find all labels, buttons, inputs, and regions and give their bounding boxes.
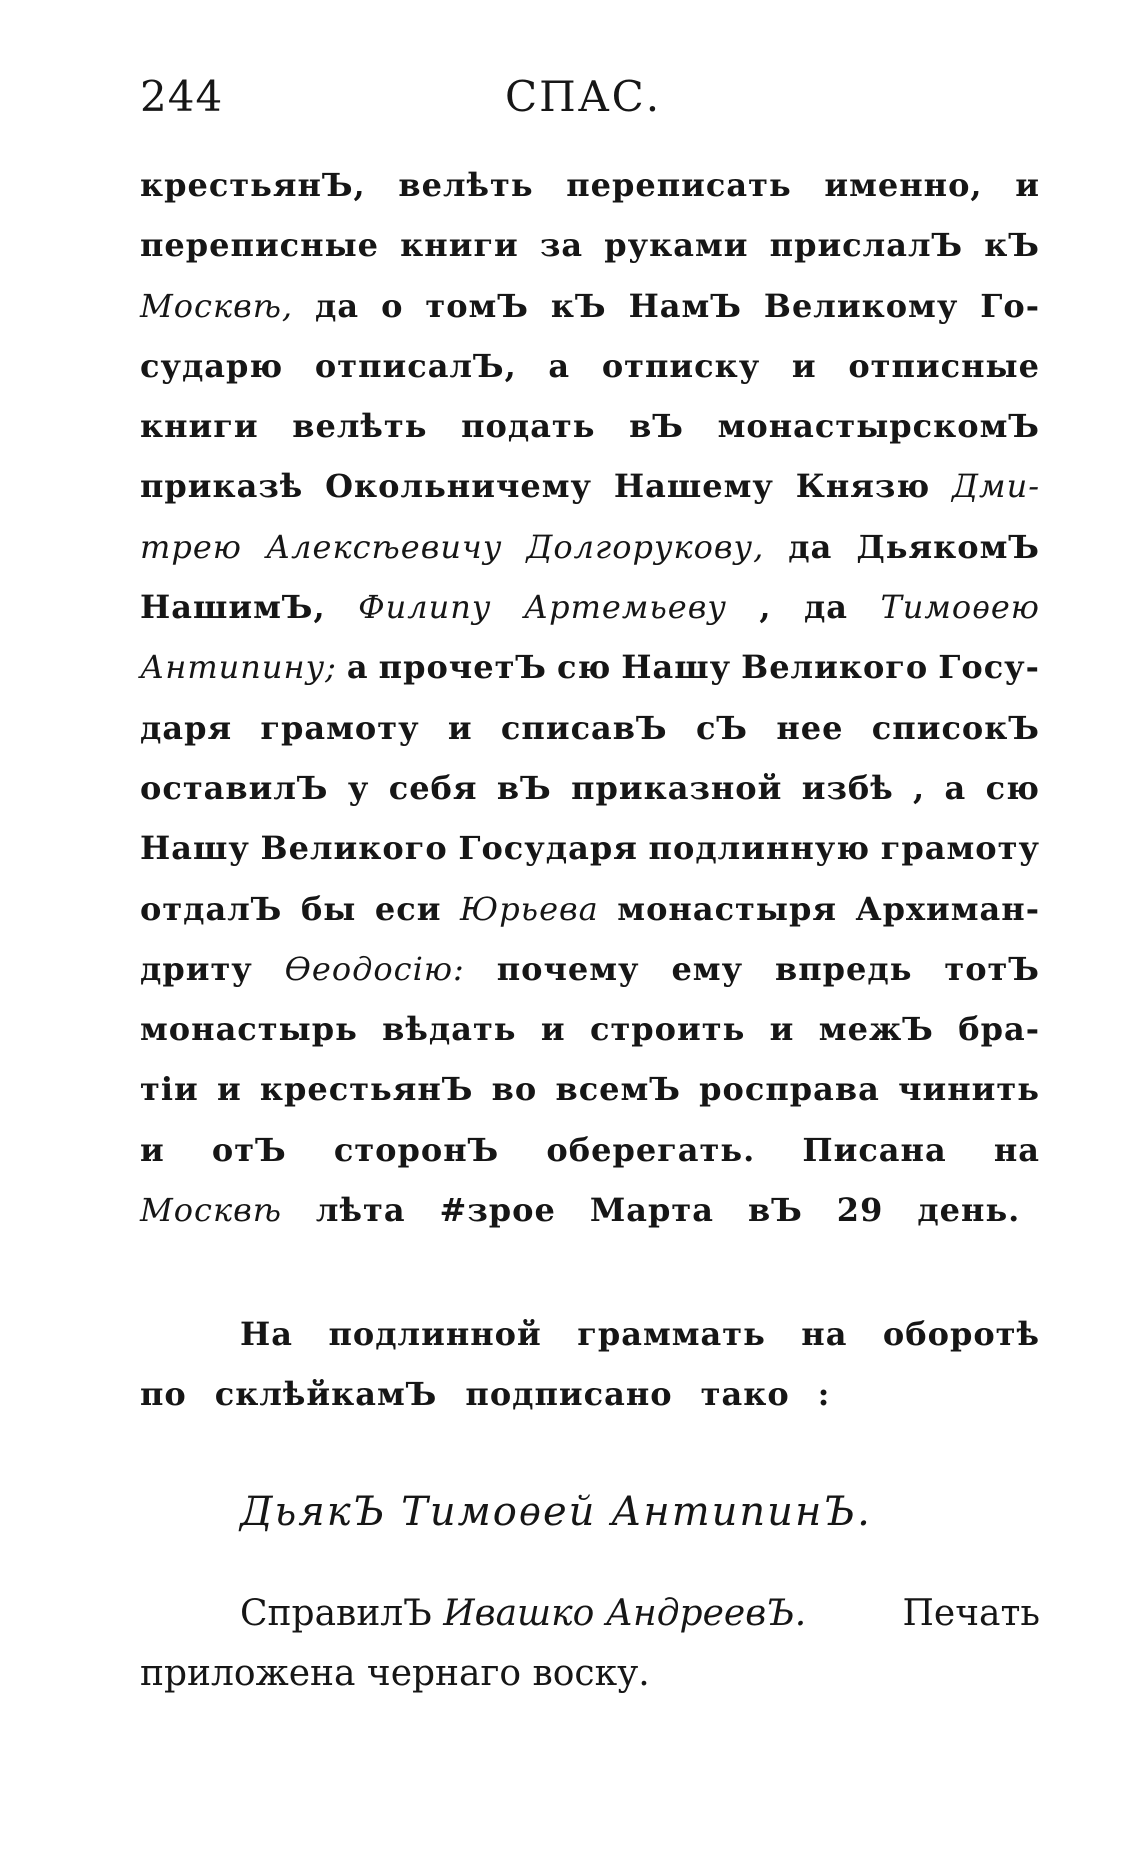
body-word: Великого <box>741 648 929 687</box>
body-word: вЪ <box>496 768 552 807</box>
body-word: монастыря <box>617 889 837 928</box>
body-line <box>140 226 1040 286</box>
note-word: тако <box>700 1375 790 1414</box>
note-word: На <box>240 1315 293 1354</box>
body-word: межЪ <box>818 1010 934 1049</box>
body-word: крестьянЪ, <box>140 166 366 204</box>
body-word: переписать <box>566 166 792 204</box>
note-word: на <box>801 1315 848 1354</box>
note-line-1 <box>140 1315 1040 1375</box>
body-line <box>140 166 1040 226</box>
body-word: списавЪ <box>500 708 668 747</box>
verify-name: Ивашко АндреевЪ. <box>443 1593 807 1635</box>
body-word: день. <box>917 1191 1021 1230</box>
body-word: о <box>381 286 404 325</box>
body-word: на <box>993 1130 1040 1169</box>
body-word: Писана <box>802 1130 947 1169</box>
body-word: строить <box>589 1010 746 1049</box>
note-word: : <box>817 1375 831 1414</box>
body-word: во <box>491 1070 538 1109</box>
body-word: сю <box>557 648 612 687</box>
body-word: отписалЪ, <box>314 346 517 385</box>
body-line <box>140 1191 1040 1251</box>
body-word: велѣть <box>292 407 428 446</box>
body-word: Архиман- <box>855 889 1040 928</box>
body-word: и <box>140 1130 165 1169</box>
body-word: и <box>216 1070 242 1109</box>
body-word: ДьякомЪ <box>856 527 1040 566</box>
body-word: а <box>548 346 571 385</box>
body-word: прочетЪ <box>378 648 547 687</box>
body-word: Великому <box>763 286 959 325</box>
body-word: и <box>1015 166 1040 204</box>
body-word: вЪ <box>747 1191 803 1230</box>
body-word: сЪ <box>695 708 749 747</box>
body-word: Тимоѳею <box>880 588 1040 627</box>
body-word: Госу- <box>938 648 1040 687</box>
body-word: и <box>540 1010 566 1049</box>
page-header <box>140 72 1040 132</box>
body-word: монастырь <box>140 1010 358 1049</box>
body-word: и <box>769 1010 795 1049</box>
body-word: прислалЪ <box>769 226 964 265</box>
body-word: Филипу <box>358 588 492 627</box>
body-word: переписные <box>140 226 380 265</box>
body-word: лѣта <box>315 1191 406 1230</box>
body-word: Государя <box>458 829 638 868</box>
body-word: чинить <box>898 1070 1040 1109</box>
body-word: Нашему <box>613 467 774 506</box>
body-word: и <box>447 708 473 747</box>
body-line <box>140 829 1040 889</box>
body-word: а <box>944 768 967 807</box>
body-word: , <box>759 588 772 627</box>
note-word: по <box>140 1375 187 1414</box>
body-word: ему <box>671 949 744 988</box>
body-word: а <box>346 648 369 687</box>
body-word: книги <box>140 407 259 446</box>
body-line <box>140 769 1040 829</box>
body-line <box>140 467 1040 527</box>
body-word: тіи <box>140 1070 199 1109</box>
body-word: отписку <box>601 346 761 385</box>
body-word: впредь <box>775 949 913 988</box>
body-word: Великого <box>260 829 448 868</box>
body-word: приказѣ <box>140 467 304 506</box>
body-word: приказной <box>571 768 783 807</box>
body-word: росправа <box>699 1070 880 1109</box>
body-word: даря <box>140 708 233 747</box>
body-word: подать <box>461 407 596 446</box>
body-word: оставилЪ <box>140 768 329 807</box>
body-word: вѣдать <box>382 1010 517 1049</box>
body-line <box>140 1070 1040 1130</box>
body-word: да <box>803 588 848 627</box>
body-word: вЪ <box>629 407 684 446</box>
body-word: почему <box>496 949 640 988</box>
body-line <box>140 407 1040 467</box>
body-word: отЪ <box>211 1130 287 1169</box>
body-line <box>140 1131 1040 1191</box>
body-line <box>140 950 1040 1010</box>
body-word: сю <box>985 768 1040 807</box>
body-line <box>140 1010 1040 1070</box>
body-text <box>140 166 1040 1713</box>
body-word: , <box>913 768 926 807</box>
body-word: тотЪ <box>944 949 1040 988</box>
body-word: сторонЪ <box>333 1130 500 1169</box>
body-word: Антипину; <box>140 648 337 687</box>
body-word: Алексѣевичу <box>265 527 503 566</box>
body-word: бы <box>300 889 357 928</box>
body-line <box>140 890 1040 950</box>
note-word: оборотѣ <box>882 1315 1040 1354</box>
body-line <box>140 347 1040 407</box>
body-word: оберегать. <box>546 1130 756 1169</box>
body-word: у <box>347 768 370 807</box>
body-word: Ѳеодосію: <box>284 949 465 988</box>
body-word: Артемьеву <box>523 588 727 627</box>
body-word: Москвѣ, <box>140 286 294 325</box>
body-word: #зрое <box>439 1191 556 1230</box>
page-number: 244 <box>140 72 224 121</box>
body-word: грамоту <box>880 829 1040 868</box>
body-word: списокЪ <box>871 708 1040 747</box>
body-word: избѣ <box>801 768 894 807</box>
body-line <box>140 588 1040 648</box>
body-word: Дми- <box>952 467 1040 506</box>
body-word: Москвѣ <box>140 1191 282 1230</box>
verify-prefix: СправилЪ <box>240 1593 432 1635</box>
body-word: крестьянЪ <box>259 1070 474 1109</box>
note-word: граммать <box>577 1315 766 1354</box>
body-word: томЪ <box>425 286 529 325</box>
body-word: трею <box>140 527 242 566</box>
note-word: подписано <box>465 1375 673 1414</box>
body-word: Нашу <box>140 829 250 868</box>
body-word: именно, <box>824 166 983 204</box>
body-word: кЪ <box>550 286 607 325</box>
body-line <box>140 648 1040 708</box>
body-word: отдалЪ <box>140 889 283 928</box>
body-word: монастырскомЪ <box>717 407 1040 446</box>
body-word: Нашу <box>621 648 732 687</box>
body-word: книги <box>400 226 519 265</box>
body-word: да <box>788 527 833 566</box>
body-word: подлинную <box>648 829 871 868</box>
body-word: грамоту <box>260 708 420 747</box>
note-word: склѣйкамЪ <box>214 1375 438 1414</box>
section-gap <box>140 1251 1040 1315</box>
body-word: сударю <box>140 346 284 385</box>
body-line <box>140 287 1040 347</box>
body-word: велѣть <box>398 166 534 204</box>
verify-line <box>140 1593 1040 1653</box>
body-word: да <box>315 286 360 325</box>
body-word: бра- <box>958 1010 1040 1049</box>
body-word: и <box>791 346 817 385</box>
note-line-2 <box>140 1375 1040 1435</box>
running-head: СПАС. <box>505 72 662 121</box>
body-word: Марта <box>589 1191 714 1230</box>
body-lines <box>140 166 1040 1251</box>
body-word: себя <box>388 768 478 807</box>
body-word: руками <box>604 226 749 265</box>
body-word: нее <box>776 708 844 747</box>
body-word: всемЪ <box>555 1070 681 1109</box>
body-word: НамЪ <box>628 286 742 325</box>
body-word: за <box>539 226 584 265</box>
body-line <box>140 528 1040 588</box>
body-word: Князю <box>795 467 931 506</box>
body-word: Го- <box>980 286 1040 325</box>
verify-line-2: приложена чернаго воску. <box>140 1653 650 1695</box>
note-word: подлинной <box>328 1315 542 1354</box>
body-line <box>140 709 1040 769</box>
body-word: отписные <box>848 346 1040 385</box>
body-word: Долгорукову, <box>526 527 765 566</box>
signature-line: ДьякЪ Тимоѳей АнтипинЪ. <box>240 1489 872 1536</box>
body-word: дриту <box>140 949 253 988</box>
body-word: кЪ <box>984 226 1040 265</box>
body-word: еси <box>374 889 442 928</box>
body-word: Окольничему <box>325 467 592 506</box>
body-word: НашимЪ, <box>140 588 326 627</box>
body-word: Юрьева <box>460 889 599 928</box>
body-word: 29 <box>836 1191 884 1230</box>
verify-seal: Печать <box>902 1593 1040 1635</box>
